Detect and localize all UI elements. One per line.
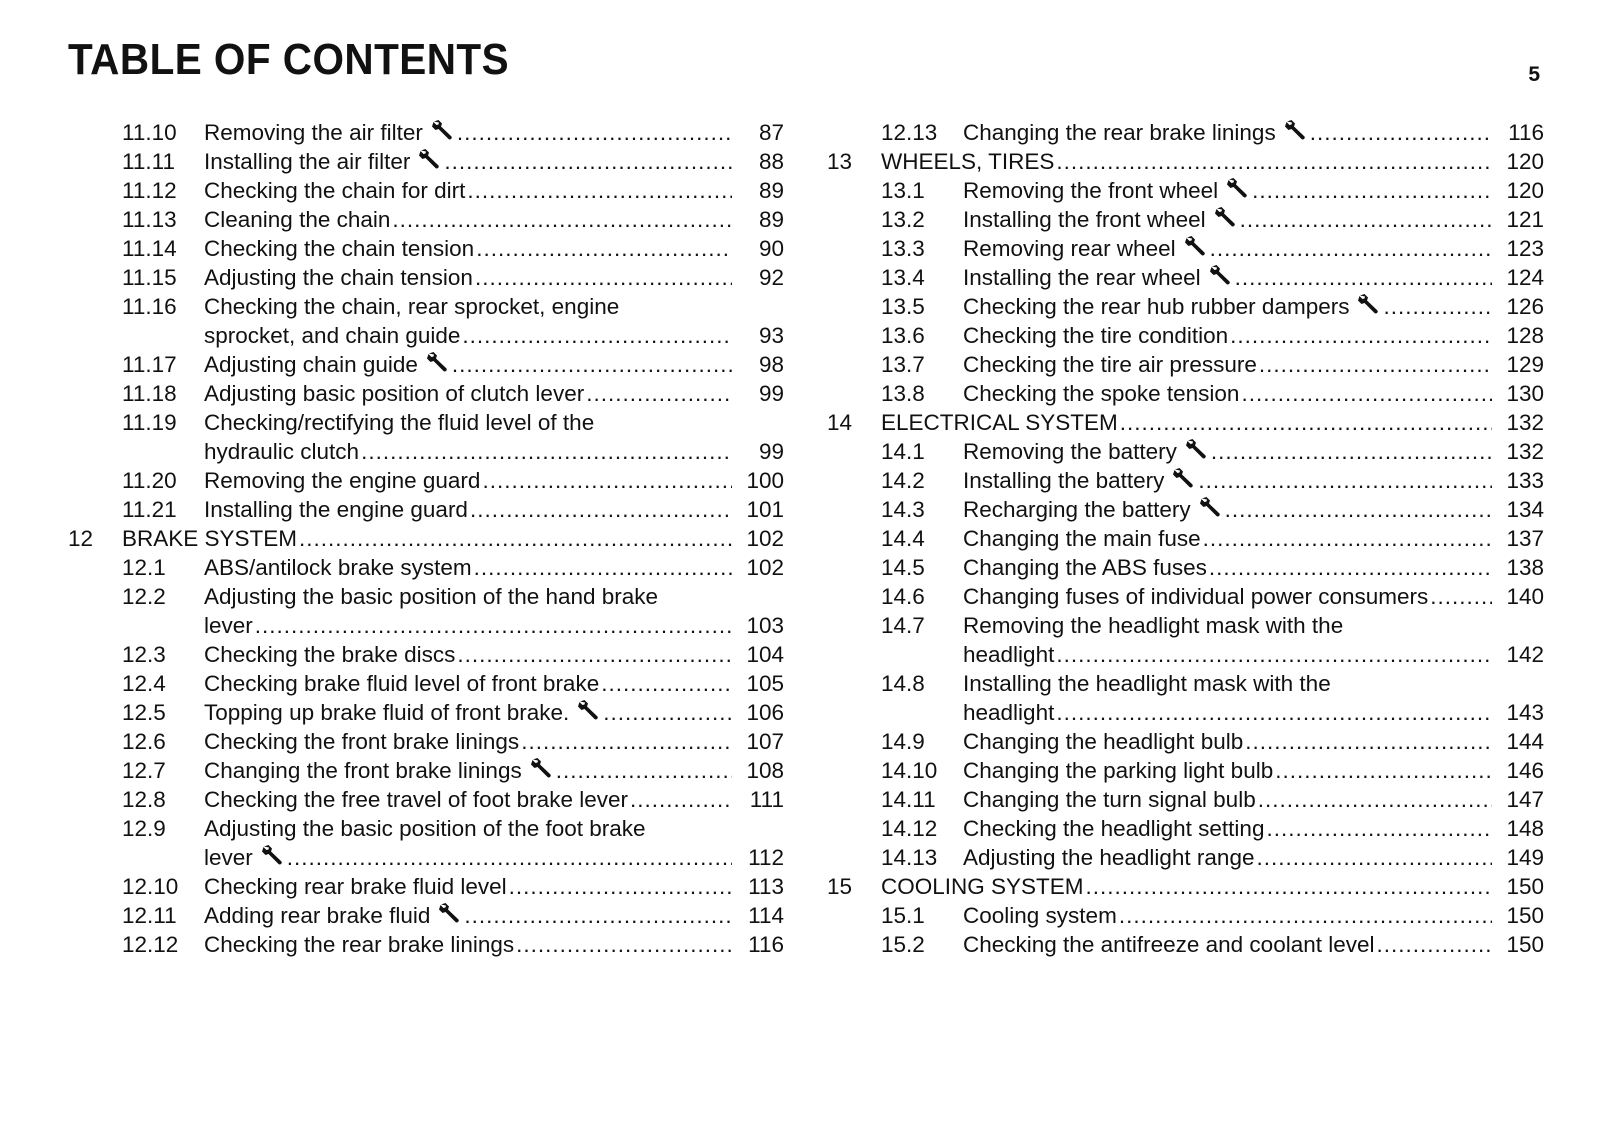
- toc-entry-title: Changing the rear brake linings: [963, 120, 1276, 145]
- toc-entry-page: 116: [748, 932, 784, 957]
- toc-section-row[interactable]: [68, 814, 784, 872]
- dot-leader: [1225, 495, 1492, 524]
- toc-entry-number: 13.4: [881, 265, 925, 290]
- toc-entry-number: 11.17: [122, 352, 177, 377]
- toc-entry-page: 150: [1506, 874, 1544, 899]
- toc-section-row[interactable]: [827, 553, 1544, 582]
- toc-entry-number: 14.1: [881, 439, 925, 464]
- toc-entry-page: 150: [1506, 903, 1544, 928]
- toc-section-row[interactable]: [827, 930, 1544, 959]
- toc-entry-number: 12.8: [122, 787, 166, 812]
- toc-entry-number: 14.3: [881, 497, 925, 522]
- toc-entry-page: 102: [746, 555, 784, 580]
- toc-entry-title: Checking the chain tension: [204, 236, 475, 261]
- toc-entry-number: 12.4: [122, 671, 166, 696]
- toc-section-row[interactable]: [68, 205, 784, 234]
- toc-entry-title: BRAKE SYSTEM: [122, 526, 298, 551]
- toc-entry-number: 13.3: [881, 236, 925, 261]
- toc-entry-page: 87: [758, 120, 784, 145]
- toc-entry-page: 130: [1506, 381, 1544, 406]
- toc-entry-title: Removing the engine guard: [204, 468, 481, 493]
- dot-leader: [1056, 698, 1492, 727]
- toc-entry-page: 149: [1506, 845, 1544, 870]
- dot-leader: [470, 495, 732, 524]
- toc-entry-number: 14.13: [881, 845, 938, 870]
- toc-entry-page: 99: [758, 381, 784, 406]
- toc-entry-title: Adjusting the chain tension: [204, 265, 473, 290]
- wrench-icon: [1209, 263, 1233, 285]
- wrench-icon: [577, 698, 601, 720]
- toc-entry-page: 93: [758, 323, 784, 348]
- toc-section-row[interactable]: [827, 118, 1544, 147]
- toc-entry-number: 14.7: [881, 613, 925, 638]
- toc-entry-number: 14.11: [881, 787, 936, 812]
- toc-entry-page: 89: [758, 207, 784, 232]
- toc-section-row[interactable]: [68, 785, 784, 814]
- toc-entry-title: Checking the rear hub rubber dampers: [963, 294, 1350, 319]
- dot-leader: [1086, 872, 1492, 901]
- toc-section-row[interactable]: [827, 669, 1544, 727]
- toc-entry-page: 137: [1506, 526, 1544, 551]
- toc-entry-number: 14.6: [881, 584, 925, 609]
- dot-leader: [1198, 466, 1492, 495]
- toc-entry-page: 88: [758, 149, 784, 174]
- toc-entry-number: 11.21: [122, 497, 177, 522]
- toc-chapter-row[interactable]: [827, 408, 1544, 437]
- dot-leader: [1256, 843, 1492, 872]
- toc-entry-title: Changing the main fuse: [963, 526, 1201, 551]
- toc-entry-title: lever: [204, 845, 253, 870]
- toc-section-row[interactable]: [827, 263, 1544, 292]
- toc-entry-number: 11.10: [122, 120, 177, 145]
- dot-leader: [482, 466, 732, 495]
- wrench-icon: [431, 118, 455, 140]
- toc-entry-page: 101: [746, 497, 784, 522]
- toc-entry-title: Checking the rear brake linings: [204, 932, 515, 957]
- toc-section-row[interactable]: [827, 292, 1544, 321]
- dot-leader: [287, 843, 732, 872]
- toc-section-row[interactable]: [827, 321, 1544, 350]
- toc-entry-page: 99: [758, 439, 784, 464]
- dot-leader: [516, 930, 732, 959]
- toc-entry-title: headlight: [963, 700, 1055, 725]
- wrench-icon: [1214, 205, 1238, 227]
- toc-section-row[interactable]: [68, 727, 784, 756]
- toc-section-row[interactable]: [68, 495, 784, 524]
- toc-entry-title: Checking rear brake fluid level: [204, 874, 507, 899]
- toc-left-column: [68, 118, 784, 959]
- toc-entry-page: 128: [1506, 323, 1544, 348]
- dot-leader: [1259, 350, 1492, 379]
- toc-entry-title-line: Checking the chain, rear sprocket, engine: [204, 294, 620, 319]
- toc-section-row[interactable]: [827, 814, 1544, 843]
- toc-entry-number: 13: [827, 149, 853, 174]
- toc-section-row[interactable]: [827, 234, 1544, 263]
- toc-section-row[interactable]: [827, 495, 1544, 524]
- toc-entry-title: ABS/antilock brake system: [204, 555, 472, 580]
- dot-leader: [444, 147, 732, 176]
- toc-entry-title: Adjusting basic position of clutch lever: [204, 381, 585, 406]
- toc-entry-number: 12.1: [122, 555, 166, 580]
- toc-entry-number: 11.15: [122, 265, 177, 290]
- dot-leader: [464, 901, 732, 930]
- toc-entry-page: 147: [1506, 787, 1544, 812]
- dot-leader: [1258, 785, 1492, 814]
- dot-leader: [1056, 640, 1492, 669]
- toc-entry-number: 12: [68, 526, 94, 551]
- toc-entry-number: 12.13: [881, 120, 938, 145]
- toc-entry-title-line: Installing the headlight mask with the: [963, 671, 1331, 696]
- toc-entry-title: Installing the battery: [963, 468, 1165, 493]
- toc-entry-title: Checking the antifreeze and coolant level: [963, 932, 1375, 957]
- toc-entry-title: Checking the tire condition: [963, 323, 1229, 348]
- toc-entry-number: 11.18: [122, 381, 177, 406]
- dot-leader: [457, 118, 732, 147]
- toc-chapter-row[interactable]: [827, 147, 1544, 176]
- toc-entry-title: Changing the headlight bulb: [963, 729, 1244, 754]
- dot-leader: [392, 205, 732, 234]
- toc-section-row[interactable]: [827, 524, 1544, 553]
- toc-entry-number: 12.7: [122, 758, 166, 783]
- toc-section-row[interactable]: [68, 263, 784, 292]
- dot-leader: [1241, 379, 1492, 408]
- page-number: 5: [1528, 63, 1540, 86]
- toc-entry-number: 13.1: [881, 178, 925, 203]
- toc-entry-number: 12.10: [122, 874, 179, 899]
- toc-entry-page: 140: [1506, 584, 1544, 609]
- toc-entry-title: Removing the air filter: [204, 120, 423, 145]
- toc-entry-title: Adjusting chain guide: [204, 352, 418, 377]
- toc-section-row[interactable]: [827, 176, 1544, 205]
- toc-entry-page: 89: [758, 178, 784, 203]
- toc-section-row[interactable]: [68, 872, 784, 901]
- toc-entry-title: Removing the front wheel: [963, 178, 1219, 203]
- toc-entry-page: 126: [1506, 294, 1544, 319]
- toc-entry-title: Removing rear wheel: [963, 236, 1176, 261]
- wrench-icon: [1357, 292, 1381, 314]
- toc-section-row[interactable]: [827, 379, 1544, 408]
- toc-entry-number: 12.12: [122, 932, 179, 957]
- toc-entry-title: hydraulic clutch: [204, 439, 360, 464]
- toc-entry-page: 98: [758, 352, 784, 377]
- toc-entry-title: sprocket, and chain guide: [204, 323, 461, 348]
- toc-entry-number: 15.2: [881, 932, 925, 957]
- toc-entry-number: 13.5: [881, 294, 925, 319]
- toc-entry-page: 138: [1506, 555, 1544, 580]
- toc-entry-page: 113: [748, 874, 784, 899]
- dot-leader: [1210, 234, 1492, 263]
- toc-entry-title-line: Removing the headlight mask with the: [963, 613, 1344, 638]
- toc-section-row[interactable]: [68, 408, 784, 466]
- toc-entry-title: Changing the ABS fuses: [963, 555, 1207, 580]
- toc-entry-number: 11.14: [122, 236, 177, 261]
- toc-entry-title: WHEELS, TIRES: [881, 149, 1055, 174]
- dot-leader: [1235, 263, 1492, 292]
- dot-leader: [1310, 118, 1492, 147]
- toc-entry-page: 107: [746, 729, 784, 754]
- dot-leader: [1377, 930, 1492, 959]
- dot-leader: [457, 640, 732, 669]
- wrench-icon: [418, 147, 442, 169]
- dot-leader: [1119, 901, 1492, 930]
- toc-entry-title: Adding rear brake fluid: [204, 903, 431, 928]
- dot-leader: [462, 321, 732, 350]
- toc-entry-page: 112: [748, 845, 784, 870]
- dot-leader: [1383, 292, 1492, 321]
- wrench-icon: [530, 756, 554, 778]
- toc-entry-number: 13.7: [881, 352, 925, 377]
- toc-entry-title: Checking the headlight setting: [963, 816, 1265, 841]
- toc-entry-title-line: Adjusting the basic position of the hand brake: [204, 584, 659, 609]
- toc-entry-number: 11.11: [122, 149, 175, 174]
- toc-entry-page: 124: [1506, 265, 1544, 290]
- toc-entry-number: 13.2: [881, 207, 925, 232]
- toc-entry-number: 12.3: [122, 642, 166, 667]
- toc-entry-number: 11.19: [122, 410, 177, 435]
- toc-entry-number: 12.5: [122, 700, 166, 725]
- toc-entry-page: 90: [758, 236, 784, 261]
- wrench-icon: [1199, 495, 1223, 517]
- toc-section-row[interactable]: [68, 118, 784, 147]
- toc-section-row[interactable]: [68, 147, 784, 176]
- toc-entry-page: 132: [1506, 439, 1544, 464]
- toc-section-row[interactable]: [68, 669, 784, 698]
- toc-entry-title: Installing the engine guard: [204, 497, 468, 522]
- dot-leader: [1252, 176, 1492, 205]
- dot-leader: [603, 698, 732, 727]
- dot-leader: [1245, 727, 1492, 756]
- toc-entry-page: 100: [746, 468, 784, 493]
- dot-leader: [1120, 408, 1492, 437]
- wrench-icon: [1226, 176, 1250, 198]
- dot-leader: [586, 379, 732, 408]
- toc-entry-number: 14.4: [881, 526, 925, 551]
- dot-leader: [467, 176, 732, 205]
- dot-leader: [1430, 582, 1492, 611]
- toc-entry-page: 143: [1506, 700, 1544, 725]
- dot-leader: [452, 350, 732, 379]
- toc-chapter-row[interactable]: [827, 872, 1544, 901]
- toc-entry-number: 12.9: [122, 816, 166, 841]
- dot-leader: [1211, 437, 1492, 466]
- dot-leader: [1275, 756, 1492, 785]
- toc-entry-number: 11.20: [122, 468, 177, 493]
- toc-entry-number: 12.11: [122, 903, 177, 928]
- toc-entry-page: 104: [746, 642, 784, 667]
- toc-entry-title: Removing the battery: [963, 439, 1177, 464]
- toc-entry-title-line: Checking/rectifying the fluid level of the: [204, 410, 595, 435]
- toc-entry-page: 92: [758, 265, 784, 290]
- toc-entry-number: 13.8: [881, 381, 925, 406]
- toc-entry-title: lever: [204, 613, 253, 638]
- toc-entry-page: 114: [748, 903, 784, 928]
- toc-entry-title: ELECTRICAL SYSTEM: [881, 410, 1118, 435]
- toc-entry-number: 14.12: [881, 816, 938, 841]
- toc-entry-title: Checking the spoke tension: [963, 381, 1240, 406]
- toc-section-row[interactable]: [68, 350, 784, 379]
- wrench-icon: [438, 901, 462, 923]
- toc-entry-title: Checking the brake discs: [204, 642, 456, 667]
- dot-leader: [361, 437, 732, 466]
- dot-leader: [1230, 321, 1492, 350]
- toc-entry-number: 12.6: [122, 729, 166, 754]
- toc-section-row[interactable]: [68, 582, 784, 640]
- toc-entry-title: Adjusting the headlight range: [963, 845, 1255, 870]
- dot-leader: [474, 553, 732, 582]
- toc-entry-title: Checking the front brake linings: [204, 729, 520, 754]
- toc-right-column: [827, 118, 1544, 959]
- toc-section-row[interactable]: [827, 466, 1544, 495]
- toc-entry-page: 120: [1506, 178, 1544, 203]
- toc-entry-number: 15: [827, 874, 853, 899]
- toc-entry-page: 123: [1506, 236, 1544, 261]
- toc-entry-page: 146: [1506, 758, 1544, 783]
- toc-entry-number: 15.1: [881, 903, 925, 928]
- toc-entry-title: Topping up brake fluid of front brake.: [204, 700, 570, 725]
- toc-entry-page: 102: [746, 526, 784, 551]
- toc-entry-number: 13.6: [881, 323, 925, 348]
- toc-section-row[interactable]: [827, 727, 1544, 756]
- dot-leader: [255, 611, 732, 640]
- wrench-icon: [1284, 118, 1308, 140]
- dot-leader: [1056, 147, 1492, 176]
- toc-entry-page: 142: [1506, 642, 1544, 667]
- toc-entry-page: 121: [1506, 207, 1544, 232]
- toc-entry-page: 108: [746, 758, 784, 783]
- toc-entry-number: 11.13: [122, 207, 177, 232]
- toc-section-row[interactable]: [827, 205, 1544, 234]
- toc-entry-page: 144: [1506, 729, 1544, 754]
- toc-section-row[interactable]: [827, 350, 1544, 379]
- toc-entry-title: Changing the parking light bulb: [963, 758, 1274, 783]
- toc-entry-number: 12.2: [122, 584, 166, 609]
- toc-section-row[interactable]: [827, 582, 1544, 611]
- toc-section-row[interactable]: [827, 756, 1544, 785]
- toc-entry-title: Checking the free travel of foot brake lever: [204, 787, 628, 812]
- toc-entry-number: 14.9: [881, 729, 925, 754]
- toc-entry-title: Installing the front wheel: [963, 207, 1206, 232]
- page-title: TABLE OF CONTENTS: [68, 35, 510, 84]
- toc-entry-title: Checking the chain for dirt: [204, 178, 466, 203]
- dot-leader: [601, 669, 732, 698]
- toc-section-row[interactable]: [68, 234, 784, 263]
- toc-section-row[interactable]: [68, 292, 784, 350]
- toc-section-row[interactable]: [68, 901, 784, 930]
- toc-entry-title: Cooling system: [963, 903, 1117, 928]
- dot-leader: [509, 872, 732, 901]
- toc-entry-title: Changing fuses of individual power consumers: [963, 584, 1429, 609]
- toc-section-row[interactable]: [68, 466, 784, 495]
- toc-entry-page: 148: [1506, 816, 1544, 841]
- toc-entry-number: 11.16: [122, 294, 177, 319]
- toc-entry-page: 116: [1508, 120, 1544, 145]
- toc-entry-title: Changing the turn signal bulb: [963, 787, 1256, 812]
- toc-entry-title: COOLING SYSTEM: [881, 874, 1084, 899]
- toc-entry-number: 14: [827, 410, 853, 435]
- toc-entry-page: 105: [746, 671, 784, 696]
- wrench-icon: [426, 350, 450, 372]
- toc-entry-number: 14.2: [881, 468, 925, 493]
- toc-entry-page: 129: [1506, 352, 1544, 377]
- toc-section-row[interactable]: [827, 785, 1544, 814]
- dot-leader: [1240, 205, 1492, 234]
- dot-leader: [1209, 553, 1492, 582]
- toc-entry-page: 111: [749, 787, 784, 812]
- dot-leader: [556, 756, 732, 785]
- wrench-icon: [1185, 437, 1209, 459]
- toc-entry-page: 134: [1506, 497, 1544, 522]
- toc-chapter-row[interactable]: [68, 524, 784, 553]
- toc-section-row[interactable]: [68, 930, 784, 959]
- toc-section-row[interactable]: [827, 611, 1544, 669]
- dot-leader: [475, 263, 732, 292]
- toc-section-row[interactable]: [827, 843, 1544, 872]
- toc-entry-number: 14.10: [881, 758, 938, 783]
- toc-section-row[interactable]: [68, 756, 784, 785]
- dot-leader: [521, 727, 732, 756]
- toc-entry-page: 133: [1506, 468, 1544, 493]
- toc-entry-number: 14.5: [881, 555, 925, 580]
- toc-section-row[interactable]: [827, 437, 1544, 466]
- toc-section-row[interactable]: [68, 379, 784, 408]
- dot-leader: [1266, 814, 1492, 843]
- wrench-icon: [1172, 466, 1196, 488]
- toc-entry-number: 14.8: [881, 671, 925, 696]
- toc-section-row[interactable]: [68, 640, 784, 669]
- dot-leader: [476, 234, 732, 263]
- toc-section-row[interactable]: [68, 553, 784, 582]
- dot-leader: [299, 524, 732, 553]
- toc-entry-page: 132: [1506, 410, 1544, 435]
- dot-leader: [630, 785, 732, 814]
- toc-section-row[interactable]: [68, 176, 784, 205]
- toc-entry-title: Checking the tire air pressure: [963, 352, 1257, 377]
- toc-entry-title-line: Adjusting the basic position of the foot brake: [204, 816, 646, 841]
- toc-section-row[interactable]: [827, 901, 1544, 930]
- toc-entry-title: Cleaning the chain: [204, 207, 391, 232]
- toc-entry-page: 106: [746, 700, 784, 725]
- wrench-icon: [1184, 234, 1208, 256]
- toc-entry-title: Checking brake fluid level of front brake: [204, 671, 600, 696]
- wrench-icon: [261, 843, 285, 865]
- toc-entry-page: 103: [746, 613, 784, 638]
- toc-entry-title: Installing the air filter: [204, 149, 411, 174]
- toc-entry-page: 120: [1506, 149, 1544, 174]
- toc-entry-title: Recharging the battery: [963, 497, 1191, 522]
- dot-leader: [1203, 524, 1492, 553]
- toc-entry-number: 11.12: [122, 178, 177, 203]
- toc-entry-title: Installing the rear wheel: [963, 265, 1201, 290]
- toc-entry-title: headlight: [963, 642, 1055, 667]
- toc-entry-page: 150: [1506, 932, 1544, 957]
- toc-section-row[interactable]: [68, 698, 784, 727]
- toc-entry-title: Changing the front brake linings: [204, 758, 522, 783]
